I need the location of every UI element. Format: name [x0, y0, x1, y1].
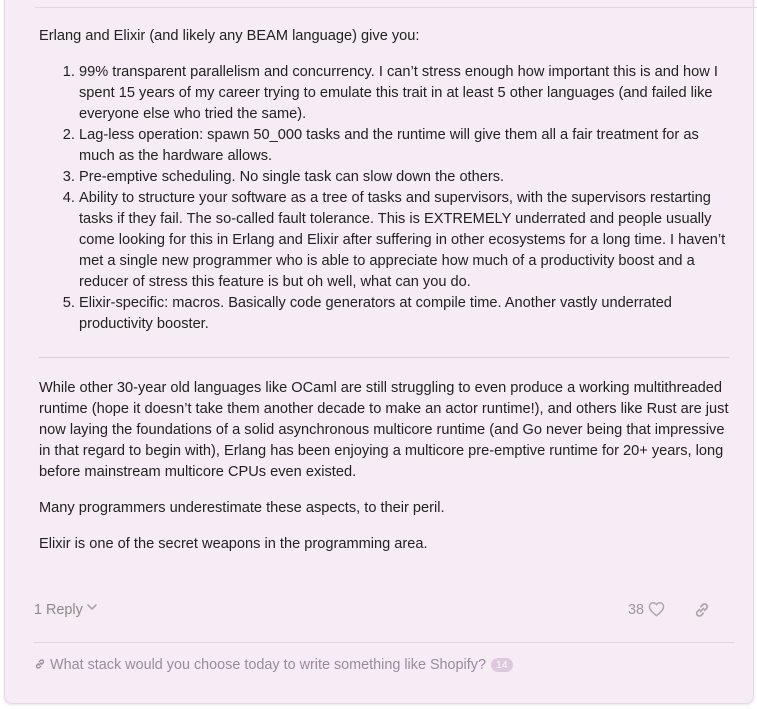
post-paragraph: Many programmers underestimate these aspects, to their peril. — [39, 500, 445, 516]
link-icon — [693, 601, 711, 619]
linked-topic-count-badge: 14 — [491, 658, 513, 672]
list-item: 3. Pre-emptive scheduling. No single task can slow down the others. — [79, 167, 729, 188]
post-actions — [34, 598, 724, 624]
section-divider — [39, 357, 729, 358]
replies-button[interactable] — [34, 602, 98, 618]
chevron-down-icon — [86, 601, 98, 617]
share-link-button[interactable] — [693, 601, 711, 623]
list-item: 4. Ability to structure your software as a tree of tasks and supervisors, with the supervisors restarting tasks if they fail. The so-called fault tolerance. This is EXTREMELY underrated and people usually come looking for this in Erlang and Elixir after suffering in other ecosystems for a long time. I haven’t met a single new programmer who is able to appreciate how much of a productivity boost and a reducer of stress this feature is but oh well, what can you do. — [79, 188, 729, 293]
link-icon — [34, 658, 46, 670]
heart-icon — [648, 601, 665, 617]
like-button[interactable] — [628, 602, 665, 618]
benefits-list — [39, 62, 729, 335]
list-item: 2. Lag-less operation: spawn 50_000 tasks and the runtime will give them all a fair treatment for as much as the hardware allows. — [79, 125, 729, 167]
post-body — [39, 26, 729, 570]
replies-label: 1 Reply — [34, 602, 83, 618]
linked-topic-title: What stack would you choose today to write something like Shopify? — [50, 657, 486, 673]
footer-divider — [34, 642, 734, 643]
like-count: 38 — [628, 602, 645, 618]
list-item: 1. 99% transparent parallelism and concurrency. I can’t stress enough how important this is and how I spent 15 years of my career trying to emulate this trait in at least 5 other languages (and failed like everyone else who tried the same). — [79, 62, 729, 125]
post-intro: Erlang and Elixir (and likely any BEAM language) give you: — [39, 28, 420, 44]
top-divider — [35, 7, 757, 8]
linked-topic[interactable] — [34, 657, 513, 673]
post-paragraph: While other 30-year old languages like OCaml are still struggling to even produce a working multithreaded runtime (hope it doesn’t take them another decade to make an actor runtime!), and others like Rust are just now laying the foundations of a solid asynchronous multicore runtime (and Go never being that impressive in that regard to begin with), Erlang has been enjoying a multicore pre-emptive runtime for 20+ years, long before mainstream multicore CPUs even existed. — [39, 380, 729, 480]
post-paragraph: Elixir is one of the secret weapons in the programming area. — [39, 536, 428, 552]
list-item: 5. Elixir-specific: macros. Basically code generators at compile time. Another vastly underrated productivity booster. — [79, 293, 729, 335]
